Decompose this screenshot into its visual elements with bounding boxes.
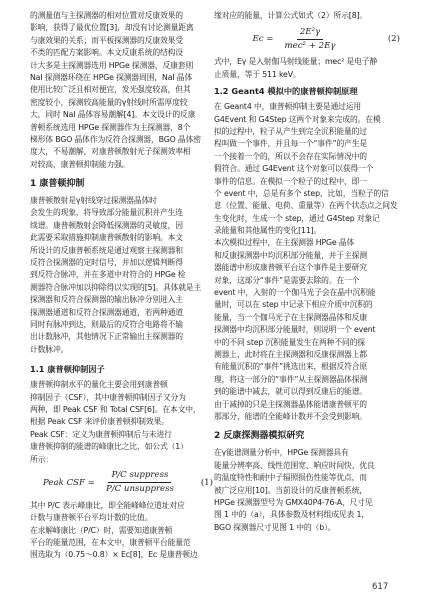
text-line: 平台的能量范围，在本文中，康普顿平台能量范 xyxy=(30,538,191,548)
equation-2-fraction xyxy=(281,27,338,52)
text-line: Peak CSF：定义为康普顿抑制后与未进行 xyxy=(30,429,172,439)
text-line: 使用比较广泛且相对便宜，发光强度较高，但其 xyxy=(30,85,191,95)
text-line: 程叫做一个事件，并且每一个“事件”的产生是 xyxy=(214,139,368,149)
equation-1 xyxy=(30,466,213,500)
text-line: 抑制因子（CSF），其中康普顿抑制因子又分为 xyxy=(30,392,186,402)
intro-paragraph xyxy=(30,10,213,171)
text-line: 测器符合脉冲加以抑除得以实现的[5]。具体就是主 xyxy=(30,282,202,292)
text-line: 根据 Peak CSF 来评价康普顿抑制效果。 xyxy=(30,417,169,427)
section-2-paragraph xyxy=(214,447,400,534)
text-line: 计大多是主探测器选用 HPGe 探测器，反康套则 xyxy=(30,60,194,70)
text-line: 计数与康普顿平台平均计数的比值。 xyxy=(30,513,153,523)
text-line: 理，将这一部分的“事件”从主探测器晶体探测 xyxy=(214,374,368,384)
text-line: 缘对应的能量，计算公式如式（2）所示[8]。 xyxy=(214,11,368,20)
text-line: 能量，当一个伽马光子在主探测器晶体和反康 xyxy=(214,312,367,322)
section-1-heading: 1 康普顿抑制 xyxy=(30,179,85,190)
text-line: 事件的信息。在模拟一个粒子的过程中，即一 xyxy=(214,176,367,186)
text-line: 止质量，等于 511 keV。 xyxy=(214,69,301,79)
equation-1-lhs: Peak CSF = xyxy=(43,477,95,488)
text-line: 围选取为（0.75～0.8）× Ec[8]，Ec 是康普顿边 xyxy=(30,550,198,560)
text-line: NaI 探测器环绕在 HPGe 探测器周围，NaI 晶体 xyxy=(30,72,193,82)
text-line: 到反符合脉冲，并在多道中对符合的 HPGe 检 xyxy=(30,270,186,280)
text-line: 探测器和反符合探测器的输出脉冲分别进入主 xyxy=(30,295,183,305)
text-line: 器能谱中形成康普顿平台这个事件是主要研究 xyxy=(214,263,367,273)
text-line: 影响，获得了最优位置[3]，却没有讨论测量距离 xyxy=(30,23,194,33)
text-line: 密度较小，探测较高能量的γ射线时所需厚度较 xyxy=(30,97,188,107)
text-line: 一个接着一个的，所以不会存在实际情况中的 xyxy=(214,151,367,161)
text-line: 在 Geant4 中，康普顿抑制主要是通过运用 xyxy=(214,102,362,112)
text-line: 录能量和其他属性的变化[11]。 xyxy=(214,226,322,236)
text-line: 本次模拟过程中，在主探测器 HPGe 晶体 xyxy=(214,238,355,248)
page-number: 617 xyxy=(372,582,389,592)
text-line: 普顿系统选用 HPGe 探测器作为主探测器，8个 xyxy=(30,122,191,132)
text-line: BGO 探测器尺寸见图 1 中的（b）。 xyxy=(214,522,336,532)
text-line: 同时有脉冲到达，则最后的反符合电路将不输 xyxy=(30,319,183,329)
text-line: 会发生的现象，将导致部分能量沉积并产生连 xyxy=(30,208,183,218)
text-line: 康普顿抑制的能谱的峰康比之比，如公式（1） xyxy=(30,442,188,452)
text-line: 探测器通道和反符合探测器通道，若两种通道 xyxy=(30,307,183,317)
equation-2-numerator: 2E²γ xyxy=(297,27,323,40)
section-1-1-paragraph xyxy=(30,379,213,466)
text-line: 的温度特性和耐中子辐照损伤性能等优点，而 xyxy=(214,473,367,483)
text-line: 梯形体 BGO 晶体作为反符合探测器，BGO 晶体密 xyxy=(30,134,201,144)
text-line: 息（位置、能量、电荷、重量等）在两个状态点之间发 xyxy=(214,201,398,211)
text-line: 被广泛应用[10]。当前设计的反康普顿系统， xyxy=(214,485,368,495)
text-line: 由于减掉的只是主探测器晶体能谱康普顿平的 xyxy=(214,399,367,409)
text-line: 康普顿抑制水平的量化主要会用到康普顿 xyxy=(30,380,168,390)
text-line: 大，同时 NaI 晶体容易潮解[4]。本文设计的反康 xyxy=(30,110,196,120)
text-line: 在求解峰康比（P/C）时，需要知道康普顿 xyxy=(30,525,173,535)
equation-1-number: (1) xyxy=(200,477,213,488)
text-line: 计数脉冲。 xyxy=(30,344,69,354)
text-line: 不类的匹配方案影响。本文反康系统的结构设 xyxy=(30,48,183,58)
right-column xyxy=(214,10,400,534)
text-line: 对象，这部分“事件”是需要去除的。在一个 xyxy=(214,275,360,285)
compton-edge-intro xyxy=(214,10,400,22)
equation-2-number: (2) xyxy=(387,34,400,45)
equation-2-denominator: mec² + 2Eγ xyxy=(284,40,336,51)
text-line: 生变化时，生成一个 step，通过 G4Step 对象记 xyxy=(214,213,380,223)
equation-1-denominator: P/C unsuppress xyxy=(105,484,174,495)
text-line: 个 event 中，总是有多个 step，比如，当粒子的信 xyxy=(214,188,389,198)
text-line: HPGe 探测器型号为 GMX40P4-76-A，尺寸见 xyxy=(214,497,373,507)
text-line: 和反康探测器中均沉积部分能量，并于主探测 xyxy=(214,250,367,260)
text-line: 所示： xyxy=(30,454,53,464)
text-line: 量时，可以在 step 中记录下相应介质中沉积的 xyxy=(214,300,373,310)
equation-1-numerator: P/C suppress xyxy=(108,470,171,483)
text-line: 有能量沉积的“事件”挑选出来，根据反符合原 xyxy=(214,362,368,372)
section-1-2-paragraph xyxy=(214,101,400,423)
text-line: 假符合。通过 G4Event 这个对象可以获得一个 xyxy=(214,164,374,174)
text-line: 那部分，能谱的全能峰计数并不会受到影响。 xyxy=(214,411,367,421)
left-column xyxy=(30,10,213,562)
text-line: 的测量值与主探测器的相对位置对反康效果的 xyxy=(30,11,183,20)
text-line: 所设计的反康普顿系统是通过观察主探测器和 xyxy=(30,245,183,255)
text-line: 度大，不易潮解，对康普顿散射光子探测效率相 xyxy=(30,147,191,157)
text-line: 中的不同 step 沉积能量发生在两种不同的探 xyxy=(214,337,365,347)
text-line: 反符合探测器的定时信号，并加以逻辑判断得 xyxy=(30,258,183,268)
text-line: 能量分辨率高、线性范围宽、响应时间快、优良 xyxy=(214,460,375,470)
text-line: 探测器中均沉积部分能量时，则说明一个 event xyxy=(214,325,376,335)
text-line: 续谱。康普顿散射会降低探测器的灵敏度，因 xyxy=(30,220,183,230)
section-2-heading: 2 反康探测器模拟研究 xyxy=(214,431,305,442)
text-line: 式中，Eγ 是入射伽马射线能量；mec² 是电子静 xyxy=(214,57,378,67)
text-line: G4Event 和 G4Step 这两个对象来完成的。在模 xyxy=(214,114,381,124)
text-line: 到的能谱中减去，就可以得到反康后的能谱。 xyxy=(214,387,367,397)
text-line: 在γ能谱测量分析中，HPGe 探测器具有 xyxy=(214,448,349,458)
text-line: 图 1 中的（a），具体参数及材料组成见表 1， xyxy=(214,510,369,520)
equation-2 xyxy=(214,22,400,56)
text-line: 两种，即 Peak CSF 和 Total CSF[6]。在本文中， xyxy=(30,404,201,414)
section-1-paragraph xyxy=(30,195,213,356)
equation-2-explanation xyxy=(214,56,400,81)
section-1-1-heading: 1.1 康普顿抑制因子 xyxy=(30,364,105,375)
section-1-2-heading: 1.2 Geant4 模拟中的康普顿抑制原理 xyxy=(214,86,358,97)
text-line: 对较高，康普顿抑制能力强。 xyxy=(30,159,130,169)
text-line: 康普顿散射是γ射线穿过探测器晶体时 xyxy=(30,196,157,206)
peak-to-compton-paragraph xyxy=(30,500,213,562)
equation-1-fraction xyxy=(103,470,177,495)
equation-2-lhs: Ec = xyxy=(252,34,274,45)
text-line: 测器上，此时将在主探测器和反康探测器上都 xyxy=(214,349,367,359)
text-line: 其中 P/C 表示峰康比，即全能峰峰位道址对应 xyxy=(30,500,185,510)
text-line: 出计数脉冲，其他情况下正常输出主探测器的 xyxy=(30,332,183,342)
text-line: 此需要采取措施抑制康普顿散射的影响。本文 xyxy=(30,233,183,243)
text-line: 拟的过程中，粒子从产生到完全沉积能量的过 xyxy=(214,126,367,136)
text-line: 与康效果的关系；而平板探测器的反康效果受 xyxy=(30,35,183,45)
text-line: event 中，入射的一个伽马光子会在晶中沉积能 xyxy=(214,288,376,298)
